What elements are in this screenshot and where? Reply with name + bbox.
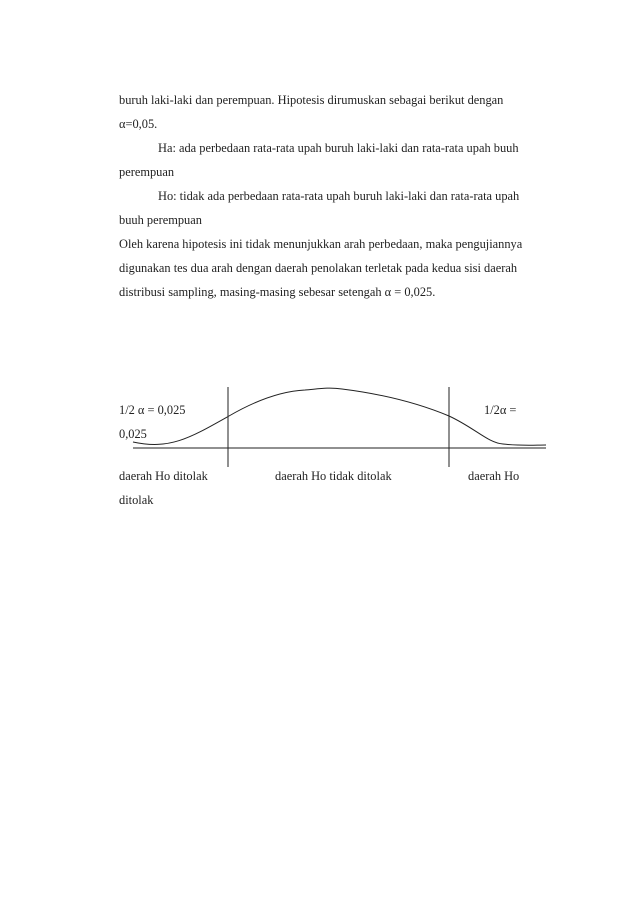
hypothesis-ho-line-2: buuh perempuan	[119, 213, 202, 227]
left-alpha-label: 1/2 α = 0,025	[119, 403, 186, 417]
paragraph-line-9: distribusi sampling, masing-masing sebesar setengah α = 0,025.	[119, 285, 436, 299]
paragraph-line-8: digunakan tes dua arah dengan daerah penolakan terletak pada kedua sisi daerah	[119, 261, 518, 275]
paragraph-line-1: buruh laki-laki dan perempuan. Hipotesis dirumuskan sebagai berikut dengan	[119, 93, 504, 107]
right-alpha-label: 1/2α =	[484, 403, 517, 417]
right-region-label: daerah Ho	[468, 469, 520, 483]
right-region-label-wrap: ditolak	[119, 493, 154, 507]
left-region-label: daerah Ho ditolak	[119, 469, 208, 483]
hypothesis-ha-line-1: Ha: ada perbedaan rata-rata upah buruh laki-laki dan rata-rata upah buuh	[158, 141, 519, 155]
hypothesis-ha-line-2: perempuan	[119, 165, 175, 179]
paragraph-line-7: Oleh karena hipotesis ini tidak menunjukkan arah perbedaan, maka pengujiannya	[119, 237, 523, 251]
paragraph-line-2: α=0,05.	[119, 117, 158, 131]
center-region-label: daerah Ho tidak ditolak	[275, 469, 392, 483]
hypothesis-ho-line-1: Ho: tidak ada perbedaan rata-rata upah buruh laki-laki dan rata-rata upah	[158, 189, 520, 203]
left-alpha-value-wrap: 0,025	[119, 427, 147, 441]
